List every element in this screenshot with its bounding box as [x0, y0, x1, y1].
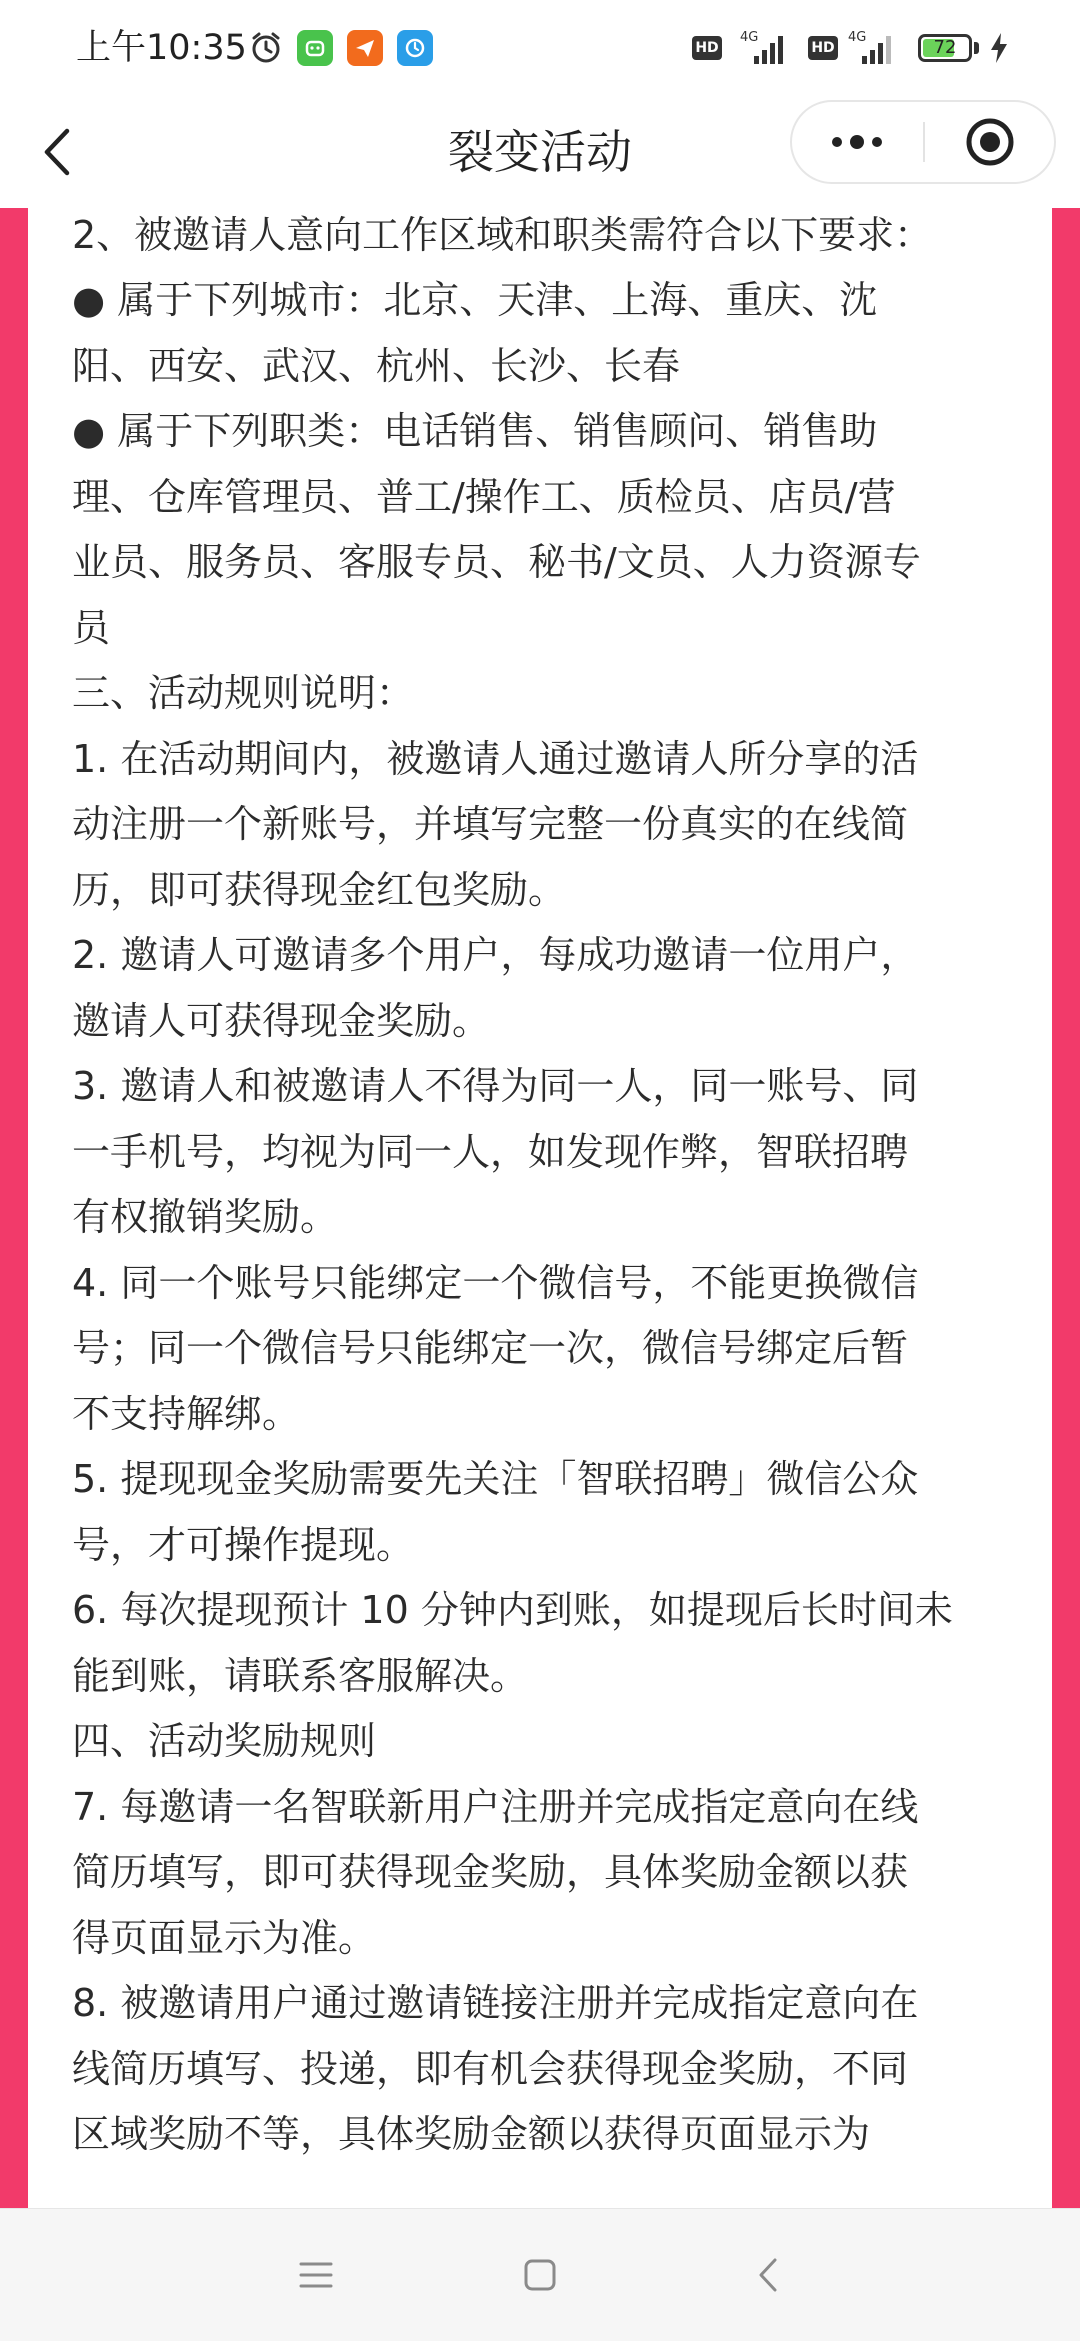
rule-line: 号，才可操作提现。: [72, 1522, 415, 1567]
rule-line: 动注册一个新账号，并填写完整一份真实的在线简: [72, 802, 909, 846]
rule-line: ● 属于下列城市：北京、天津、上海、重庆、沈: [72, 278, 878, 322]
square-home-icon: [523, 2258, 557, 2292]
charging-icon: [988, 32, 1010, 64]
rule-line: 员: [72, 605, 111, 650]
signal-icon: [752, 34, 786, 64]
recent-apps-button[interactable]: [286, 2245, 346, 2305]
page-title: 裂变活动: [448, 125, 632, 179]
rule-line: 6. 每次提现预计 10 分钟内到账，如提现后长时间未: [72, 1588, 953, 1632]
mini-program-capsule: [790, 100, 1056, 184]
rule-line: 历，即可获得现金红包奖励。: [72, 867, 567, 912]
rule-line: 邀请人可获得现金奖励。: [72, 998, 491, 1043]
rule-line: 5. 提现现金奖励需要先关注「智联招聘」微信公众: [72, 1457, 919, 1501]
rule-line: 业员、服务员、客服专员、秘书/文员、人力资源专: [72, 540, 921, 584]
app-badge-orange-icon: [347, 30, 383, 66]
hd-badge: HD: [808, 36, 838, 60]
battery-icon: [918, 34, 972, 62]
hd-badge: HD: [692, 36, 722, 60]
rule-line: 有权撤销奖励。: [72, 1195, 339, 1239]
rule-line: 一手机号，均视为同一人，如发现作弊，智联招聘: [72, 1129, 909, 1174]
rule-line: 7. 每邀请一名智联新用户注册并完成指定意向在线: [72, 1784, 919, 1829]
network-type-label: 4G: [740, 30, 759, 45]
rule-line: 号；同一个微信号只能绑定一次，微信号绑定后暂: [72, 1326, 909, 1370]
back-button[interactable]: [28, 116, 88, 188]
close-miniprogram-button[interactable]: [925, 102, 1055, 182]
rule-line: 2. 邀请人可邀请多个用户，每成功邀请一位用户，: [72, 933, 919, 977]
rule-line: ● 属于下列职类：电话销售、销售顾问、销售助: [72, 409, 878, 453]
rules-text: [72, 208, 1042, 2168]
rule-line: 3. 邀请人和被邀请人不得为同一人，同一账号、同: [72, 1064, 919, 1108]
target-close-icon: [964, 116, 1016, 168]
rule-line: 4. 同一个账号只能绑定一个微信号，不能更换微信: [72, 1260, 919, 1305]
system-back-button[interactable]: [738, 2245, 798, 2305]
signal-group-1: [692, 28, 792, 68]
battery-cap: [974, 42, 979, 54]
more-dots-icon: [827, 132, 887, 152]
rule-line: 8. 被邀请用户通过邀请链接注册并完成指定意向在: [72, 1981, 919, 2025]
rule-line: 1. 在活动期间内，被邀请人通过邀请人所分享的活: [72, 736, 919, 781]
home-button[interactable]: [510, 2245, 570, 2305]
navigation-bar: [0, 96, 1080, 208]
app-badge-green-icon: [297, 30, 333, 66]
status-time: 上午10:35: [76, 28, 247, 68]
menu-lines-icon: [299, 2260, 333, 2290]
triangle-back-icon: [756, 2257, 780, 2293]
rule-line: 理、仓库管理员、普工/操作工、质检员、店员/营: [72, 474, 896, 519]
signal-icon: [860, 34, 894, 64]
rule-line: 2、被邀请人意向工作区域和职类需符合以下要求：: [72, 212, 933, 257]
app-badge-blue-icon: [397, 30, 433, 66]
more-button[interactable]: [792, 102, 922, 182]
chevron-left-icon: [41, 127, 75, 177]
alarm-icon: [248, 30, 284, 66]
rule-line: 简历填写，即可获得现金奖励，具体奖励金额以获: [72, 1850, 909, 1894]
rule-line: 得页面显示为准。: [72, 1915, 377, 1960]
rule-line: 三、活动规则说明：: [72, 671, 415, 715]
status-bar: [0, 0, 1080, 96]
signal-group-2: [808, 28, 908, 68]
rule-line: 四、活动奖励规则: [72, 1719, 377, 1763]
system-navigation-bar: [0, 2208, 1080, 2341]
rule-line: 区域奖励不等，具体奖励金额以获得页面显示为: [72, 2112, 871, 2156]
rule-line: 阳、西安、武汉、杭州、长沙、长春: [72, 343, 681, 388]
battery-level-text: 72: [933, 37, 957, 58]
rule-line: 不支持解绑。: [72, 1391, 301, 1436]
rule-line: 线简历填写、投递，即有机会获得现金奖励，不同: [72, 2046, 909, 2091]
rules-card[interactable]: [28, 208, 1052, 2208]
network-type-label: 4G: [848, 30, 867, 45]
rule-line: 能到账，请联系客服解决。: [72, 1653, 529, 1698]
